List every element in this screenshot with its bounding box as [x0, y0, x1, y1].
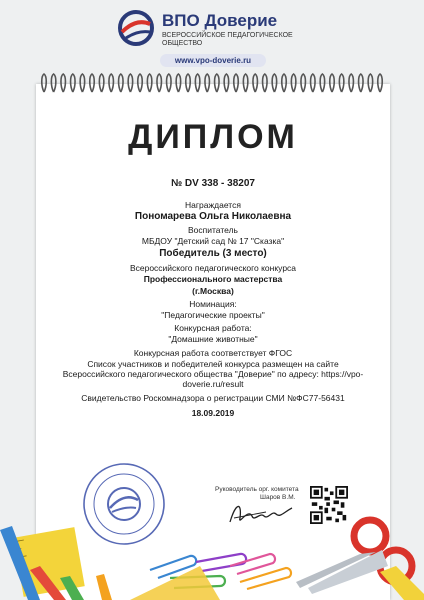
- binding-ring: [71, 74, 76, 92]
- binding-ring: [234, 74, 239, 92]
- binding-ring: [205, 74, 210, 92]
- contest-line-1: Всероссийского педагогического конкурса: [129, 263, 297, 273]
- certificate-note: Свидетельство Роскомнадзора о регистрации СМИ №ФС77-56431: [81, 393, 345, 403]
- binding-ring: [90, 74, 95, 92]
- binding-ring: [147, 74, 152, 92]
- binding-ring: [253, 74, 258, 92]
- binding-ring: [119, 74, 124, 92]
- committee-role: Руководитель орг. комитета: [215, 486, 299, 493]
- work-value: "Домашние животные": [168, 334, 258, 344]
- binding-ring: [378, 74, 383, 92]
- site-url[interactable]: www.vpo-doverie.ru: [160, 54, 266, 67]
- logo-subtitle: ВСЕРОССИЙСКОЕ ПЕДАГОГИЧЕСКОЕ ОБЩЕСТВО: [162, 32, 293, 47]
- spiral-binding-icon: [36, 72, 390, 94]
- binding-ring: [128, 74, 133, 92]
- contest-city: (г.Москва): [192, 286, 234, 296]
- binding-ring: [263, 74, 268, 92]
- binding-ring: [301, 74, 306, 92]
- school-supplies-illustration: [0, 470, 424, 600]
- binding-ring: [291, 74, 296, 92]
- binding-ring: [80, 74, 85, 92]
- binding-ring: [330, 74, 335, 92]
- recipient-position: Воспитатель: [188, 225, 238, 235]
- binding-ring: [349, 74, 354, 92]
- recipient-name: Пономарева Ольга Николаевна: [134, 211, 292, 222]
- binding-ring: [339, 74, 344, 92]
- binding-ring: [282, 74, 287, 92]
- binding-ring: [359, 74, 364, 92]
- binding-ring: [51, 74, 56, 92]
- binding-ring: [224, 74, 229, 92]
- binding-ring: [176, 74, 181, 92]
- result-link[interactable]: doverie.ru/result: [182, 379, 244, 389]
- diploma-number: № DV 338 - 38207: [171, 178, 255, 189]
- issue-date: 18.09.2019: [191, 408, 235, 418]
- list-note-line-2: Всероссийского педагогического общества "Доверие" по адресу: https://vpo-: [62, 369, 364, 379]
- binding-ring: [368, 74, 373, 92]
- binding-ring: [61, 74, 65, 92]
- binding-ring: [109, 74, 114, 92]
- work-label: Конкурсная работа:: [174, 323, 252, 333]
- awarded-label: Награждается: [185, 200, 241, 210]
- diploma-title: ДИПЛОМ: [128, 118, 298, 156]
- binding-ring: [320, 74, 325, 92]
- contest-line-2: Профессионального мастерства: [143, 274, 283, 284]
- binding-ring: [311, 74, 316, 92]
- nomination-label: Номинация:: [189, 299, 237, 309]
- nomination-value: "Педагогические проекты": [161, 310, 265, 320]
- binding-ring: [272, 74, 277, 92]
- binding-ring: [195, 74, 200, 92]
- brand-logo: [118, 10, 318, 48]
- binding-ring: [42, 74, 47, 92]
- binding-ring: [186, 74, 191, 92]
- binding-ring: [157, 74, 162, 92]
- committee-head-name: Шаров В.М.: [260, 494, 296, 501]
- binding-ring: [215, 74, 220, 92]
- fgos-note: Конкурсная работа соответствует ФГОС: [133, 348, 293, 358]
- binding-ring: [167, 74, 172, 92]
- binding-ring: [138, 74, 143, 92]
- logo-mark-icon: [118, 10, 154, 46]
- list-note-line-1: Список участников и победителей конкурса размещен на сайте: [87, 359, 339, 369]
- logo-title: ВПО Доверие: [162, 11, 278, 30]
- recipient-organization: МБДОУ "Детский сад № 17 "Сказка": [141, 236, 285, 246]
- binding-ring: [99, 74, 104, 92]
- award-place: Победитель (3 место): [159, 248, 267, 259]
- binding-ring: [243, 74, 248, 92]
